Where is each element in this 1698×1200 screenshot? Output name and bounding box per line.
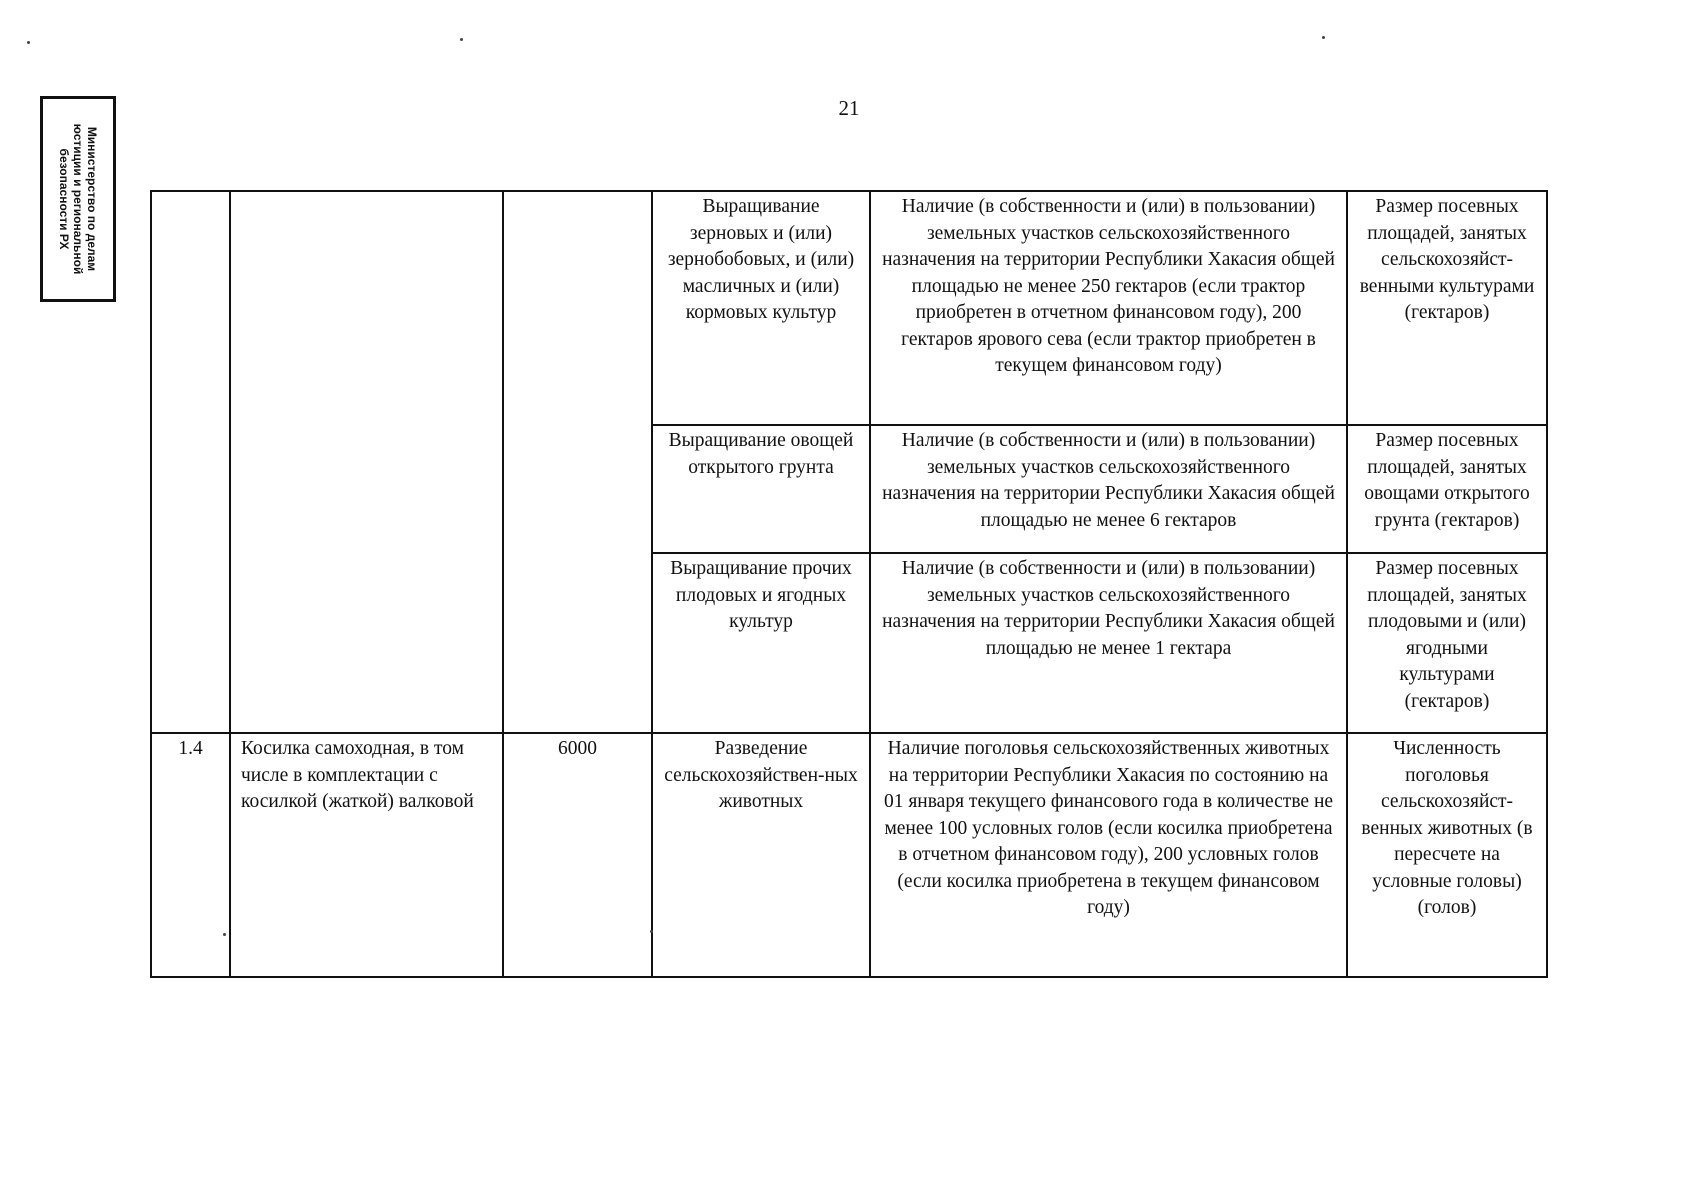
activity-cell: Выращивание овощей открытого грунта [652, 425, 870, 553]
activity-cell: Разведение сельскохозяйствен-ных животных [652, 733, 870, 977]
row-number-cell [151, 191, 230, 733]
equipment-name-cell [230, 191, 503, 733]
scan-speck [27, 41, 30, 44]
row-number-cell: 1.4 [151, 733, 230, 977]
amount-cell: 6000 [503, 733, 652, 977]
table-row [151, 733, 1547, 977]
stamp-text: Министерство по делам юстиции и региональной безопасности РХ [57, 123, 99, 275]
activity-cell: Выращивание зерновых и (или) зернобобовых, и (или) масличных и (или) кормовых культур [652, 191, 870, 425]
indicator-cell: Размер посевных площадей, занятых сельскохозяйст-венными культурами (гектаров) [1347, 191, 1547, 425]
indicator-cell: Размер посевных площадей, занятых плодовыми и (или) ягодными культурами (гектаров) [1347, 553, 1547, 733]
indicator-cell: Размер посевных площадей, занятых овощами открытого грунта (гектаров) [1347, 425, 1547, 553]
scan-speck [650, 930, 653, 933]
table-row [151, 191, 1547, 425]
condition-cell: Наличие поголовья сельскохозяйственных животных на территории Республики Хакасия по состоянию на 01 января текущего финансового года в количестве не менее 100 условных голов (если косилка приобретена в отчетном финансовом году), 200 условных голов (если косилка приобретена в текущем финансовом году) [870, 733, 1347, 977]
registration-stamp [40, 96, 116, 302]
equipment-name-cell: Косилка самоходная, в том числе в комплектации с косилкой (жаткой) валковой [230, 733, 503, 977]
requirements-table [150, 190, 1548, 978]
amount-cell [503, 191, 652, 733]
scan-speck [223, 933, 226, 936]
condition-cell: Наличие (в собственности и (или) в пользовании) земельных участков сельскохозяйственного назначения на территории Республики Хакасия общей площадью не менее 6 гектаров [870, 425, 1347, 553]
condition-cell: Наличие (в собственности и (или) в пользовании) земельных участков сельскохозяйственного назначения на территории Республики Хакасия общей площадью не менее 250 гектаров (если трактор приобретен в отчетном финансовом году), 200 гектаров ярового сева (если трактор приобретен в текущем финансовом году) [870, 191, 1347, 425]
page-number: 21 [838, 96, 860, 120]
activity-cell: Выращивание прочих плодовых и ягодных культур [652, 553, 870, 733]
scan-speck [1322, 36, 1325, 39]
scan-speck [460, 38, 463, 41]
indicator-cell: Численность поголовья сельскохозяйст-венных животных (в пересчете на условные головы) (голов) [1347, 733, 1547, 977]
condition-cell: Наличие (в собственности и (или) в пользовании) земельных участков сельскохозяйственного назначения на территории Республики Хакасия общей площадью не менее 1 гектара [870, 553, 1347, 733]
